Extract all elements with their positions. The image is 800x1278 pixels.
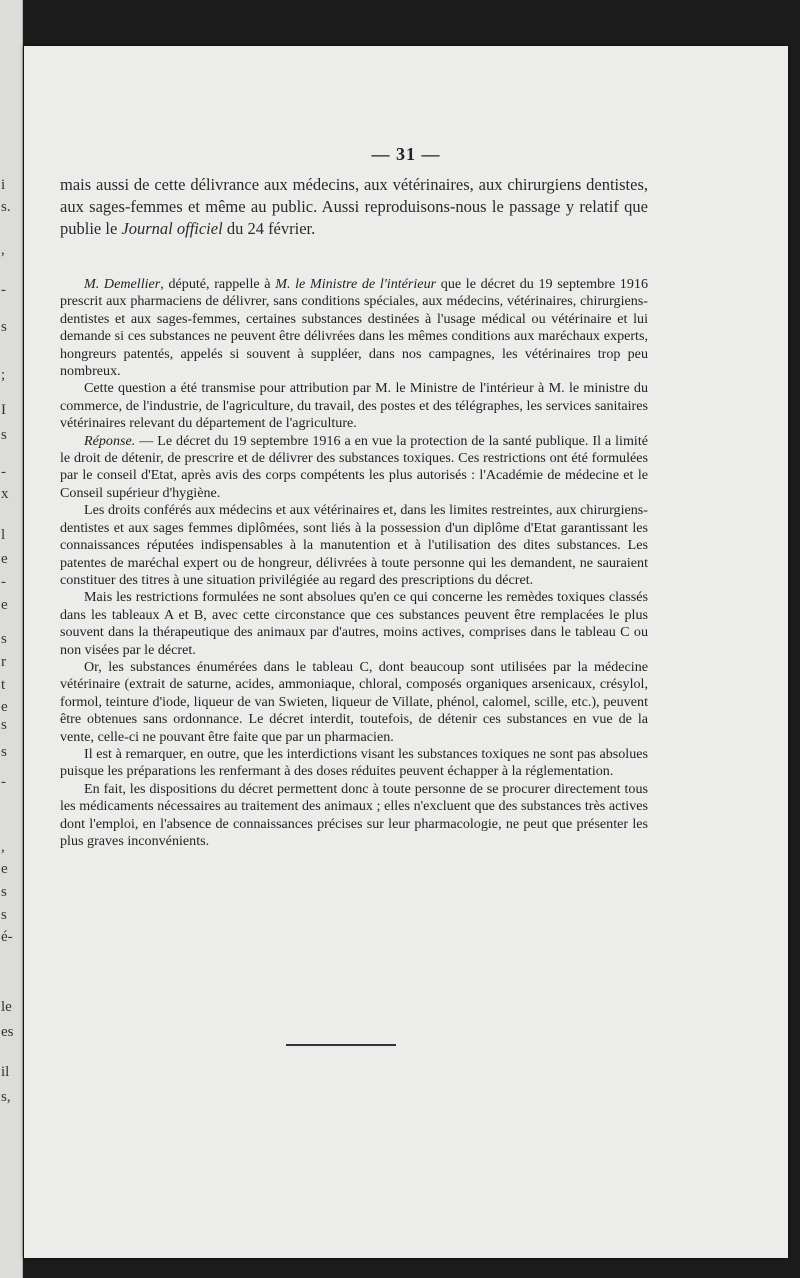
margin-fragment: s bbox=[1, 319, 7, 335]
closing-rule bbox=[286, 1044, 396, 1046]
margin-fragment: - bbox=[1, 282, 6, 298]
para1-b: que le décret du 19 septembre 1916 prescrit aux pharmaciens de délivrer, sans conditions spéciales, aux médecins, vétérinaires, chirurgiens-dentistes et aux sages-femmes, certaines substances destinées à l'usage médical ou vétérinaire et lui demande si ces substances ne peuvent être délivrées dans les mêmes conditions aux maréchaux experts, hongreurs patentés, appelés si souvent à suppléer, dans nos campagnes, les vétérinaires trop peu nombreux. bbox=[60, 276, 648, 380]
adjacent-page-margin bbox=[0, 0, 23, 1278]
margin-fragment: x bbox=[1, 486, 9, 502]
margin-fragment: s bbox=[1, 907, 7, 923]
deputy-name: M. Demellier bbox=[84, 276, 161, 292]
margin-fragment: il bbox=[1, 1064, 10, 1080]
margin-fragment: - bbox=[1, 464, 6, 480]
page-number: — 31 — bbox=[371, 144, 441, 164]
margin-fragment: e bbox=[1, 597, 8, 613]
margin-fragment: r bbox=[1, 654, 6, 670]
margin-fragment: e bbox=[1, 861, 8, 877]
paragraph-transmission: Cette question a été transmise pour attribution par M. le Ministre de l'intérieur à M. le ministre du commerce, de l'industrie, de l'agriculture, du travail, des postes et des télégraphes, les services sanitaires vétérinaires relevant du département de l'agriculture. bbox=[60, 380, 648, 432]
margin-fragment: s bbox=[1, 884, 7, 900]
margin-fragment: ; bbox=[1, 367, 6, 383]
journal-title: Journal officiel bbox=[121, 219, 223, 238]
margin-fragment: - bbox=[1, 574, 6, 590]
response-label: Réponse. bbox=[84, 432, 136, 449]
intro-paragraph bbox=[60, 174, 648, 240]
margin-fragment: , bbox=[1, 242, 5, 258]
intro-text: mais aussi de cette délivrance aux médecins, aux vétérinaires, aux chirurgiens dentistes, aux sages-femmes et même au public. Aussi reproduisons-nous le passage y relatif que publie le bbox=[60, 175, 648, 238]
response-text: — Le décret du 19 septembre 1916 a en vue la protection de la santé publique. Il a limité le droit de détenir, de prescrire et de délivrer des substances toxiques. Ces restrictions ont été formulées par le conseil d'Etat, après avis des corps compétents les plus autorisés : l'Académie de médecine et le Conseil supérieur d'hygiène. bbox=[60, 432, 648, 501]
paragraph-response bbox=[60, 433, 648, 503]
margin-fragment: s bbox=[1, 717, 7, 733]
margin-fragment: t bbox=[1, 677, 6, 693]
margin-fragment: , bbox=[1, 839, 5, 855]
margin-fragment: i bbox=[1, 177, 6, 193]
margin-fragment: l bbox=[1, 527, 6, 543]
margin-fragment: e bbox=[1, 551, 8, 567]
margin-fragment: s bbox=[1, 744, 7, 760]
margin-fragment: e bbox=[1, 699, 8, 715]
margin-fragment: le bbox=[1, 999, 12, 1015]
margin-fragment: s bbox=[1, 427, 7, 443]
margin-fragment: es bbox=[1, 1024, 14, 1040]
paragraph-conclusion: En fait, les dispositions du décret permettent donc à toute personne de se procurer directement tous les médicaments nécessaires au traitement des animaux ; elles n'excluent que des substances très actives dont l'emploi, en l'absence de connaissances précises sur leur pharmacologie, ne peut que présenter les plus graves inconvénients. bbox=[60, 780, 648, 849]
minister-title: M. le Ministre de l'intérieur bbox=[275, 276, 437, 292]
margin-fragment: s, bbox=[1, 1089, 11, 1105]
margin-fragment: s bbox=[1, 631, 7, 647]
paragraph-rights: Les droits conférés aux médecins et aux vétérinaires et, dans les limites restreintes, aux chirurgiens-dentistes et aux sages femmes diplômées, sont liés à la possession d'un diplôme d'Etat garantissant les connaissances réputées indispensables à la manutention et à l'utilisation des dites substances. Les patentes de maréchal expert ou de hongreur, délivrées à toute personne qui les demandent, ne sauraient constituer des titres à une situation privilégiée au regard des prescriptions du décret. bbox=[60, 502, 648, 588]
paragraph-question bbox=[60, 276, 648, 380]
document-page bbox=[24, 46, 788, 1258]
margin-fragment: é- bbox=[1, 929, 13, 945]
intro-end: du 24 février. bbox=[222, 219, 316, 238]
margin-fragment: - bbox=[1, 774, 6, 790]
margin-fragment: I bbox=[1, 402, 6, 418]
paragraph-substances: Or, les substances énumérées dans le tableau C, dont beaucoup sont utilisées par la médecine vétérinaire (extrait de saturne, acides, ammoniaque, chloral, composés organiques arsenicaux, crésylol, formol, teinture d'iode, liqueur de van Swieten, liqueur de Villate, phénol, calomel, scille, etc.), peuvent être obtenues sans ordonnance. Le décret interdit, toutefois, de détenir ces substances en vue de la vente, celle-ci ne pouvant être faite que par un pharmacien. bbox=[60, 658, 648, 745]
body-text bbox=[60, 276, 648, 850]
margin-fragment: s. bbox=[1, 199, 11, 215]
paragraph-remark: Il est à remarquer, en outre, que les interdictions visant les substances toxiques ne sont pas absolues puisque les préparations les renfermant à des doses réduites peuvent échapper à la réglementation. bbox=[60, 745, 648, 780]
para1-a: , député, rappelle à bbox=[160, 276, 276, 292]
paragraph-restrictions: Mais les restrictions formulées ne sont absolues qu'en ce qui concerne les remèdes toxiques classés dans les tableaux A et B, avec cette circonstance que ces substances peuvent être remplacées le plus souvent dans la thérapeutique des animaux par d'autres, moins actives, comprises dans le tableau C ou non visées par le décret. bbox=[60, 589, 648, 658]
